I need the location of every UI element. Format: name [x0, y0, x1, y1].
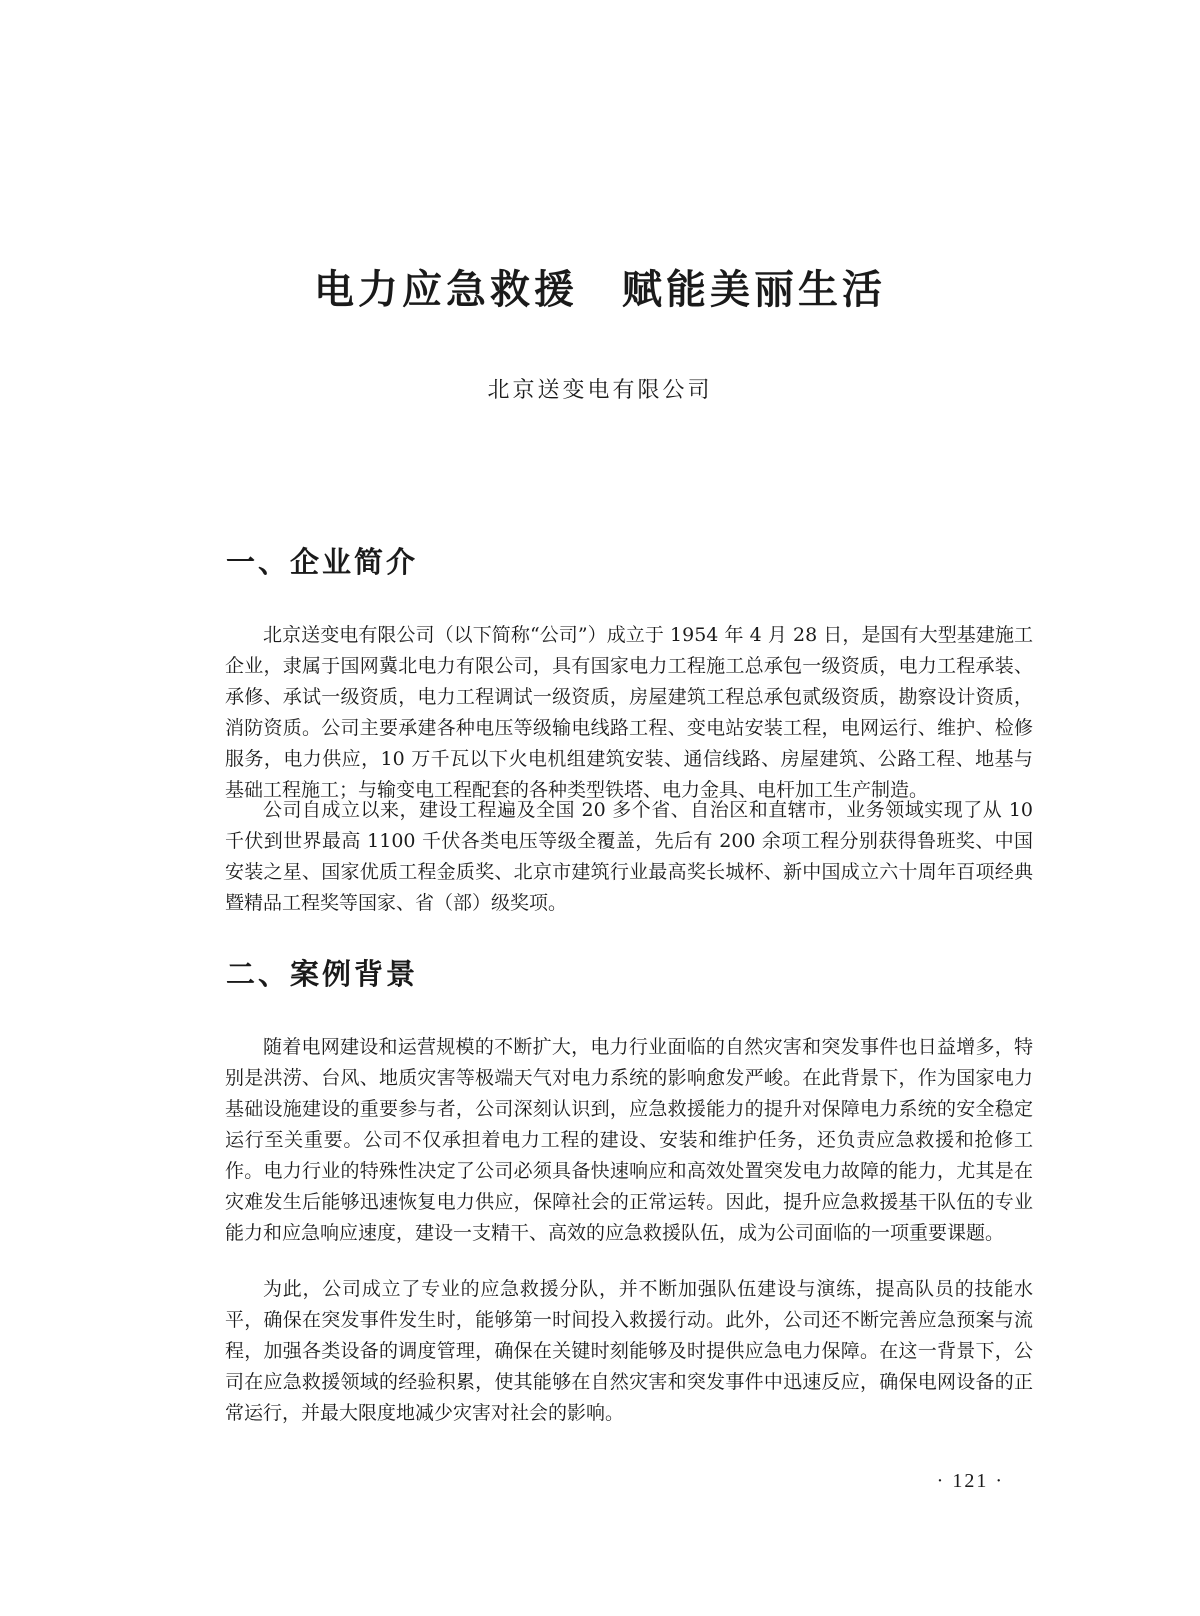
- section-heading-intro: 一、企业简介: [226, 545, 419, 579]
- section-background-paragraph-2: 为此，公司成立了专业的应急救援分队，并不断加强队伍建设与演练，提高队员的技能水平，确保在突发事件发生时，能够第一时间投入救援行动。此外，公司还不断完善应急预案与流程，加强各类设备的调度管理，确保在关键时刻能够及时提供应急电力保障。在这一背景下，公司在应急救援领域的经验积累，使其能够在自然灾害和突发事件中迅速反应，确保电网设备的正常运行，并最大限度地减少灾害对社会的影响。: [225, 1278, 1033, 1424]
- section-intro-paragraph-2: 公司自成立以来，建设工程遍及全国 20 多个省、自治区和直辖市，业务领域实现了从 10 千伏到世界最高 1100 千伏各类电压等级全覆盖，先后有 200 余项工程分别获得鲁班奖、中国安装之星、国家优质工程金质奖、北京市建筑行业最高奖长城杯、新中国成立六十周年百项经典暨精品工程奖等国家、省（部）级奖项。: [225, 799, 1033, 914]
- document-author: 北京送变电有限公司: [487, 378, 713, 403]
- section-background-paragraph-1: 随着电网建设和运营规模的不断扩大，电力行业面临的自然灾害和突发事件也日益增多，特别是洪涝、台风、地质灾害等极端天气对电力系统的影响愈发严峻。在此背景下，作为国家电力基础设施建设的重要参与者，公司深刻认识到，应急救援能力的提升对保障电力系统的安全稳定运行至关重要。公司不仅承担着电力工程的建设、安装和维护任务，还负责应急救援和抢修工作。电力行业的特殊性决定了公司必须具备快速响应和高效处置突发电力故障的能力，尤其是在灾难发生后能够迅速恢复电力供应，保障社会的正常运转。因此，提升应急救援基干队伍的专业能力和应急响应速度，建设一支精干、高效的应急救援队伍，成为公司面临的一项重要课题。: [225, 1036, 1033, 1244]
- document-title: 电力应急救援 赋能美丽生活: [314, 267, 886, 313]
- section-heading-background: 二、案例背景: [226, 957, 419, 991]
- page-number: · 121 ·: [936, 1470, 1004, 1492]
- section-intro-paragraph-1: 北京送变电有限公司（以下简称“公司”）成立于 1954 年 4 月 28 日，是国有大型基建施工企业，隶属于国网冀北电力有限公司，具有国家电力工程施工总承包一级资质，电力工程承装、承修、承试一级资质，电力工程调试一级资质，房屋建筑工程总承包贰级资质，勘察设计资质，消防资质。公司主要承建各种电压等级输电线路工程、变电站安装工程，电网运行、维护、检修服务，电力供应，10 万千瓦以下火电机组建筑安装、通信线路、房屋建筑、公路工程、地基与基础工程施工；与输变电工程配套的各种类型铁塔、电力金具、电杆加工生产制造。: [225, 624, 1033, 801]
